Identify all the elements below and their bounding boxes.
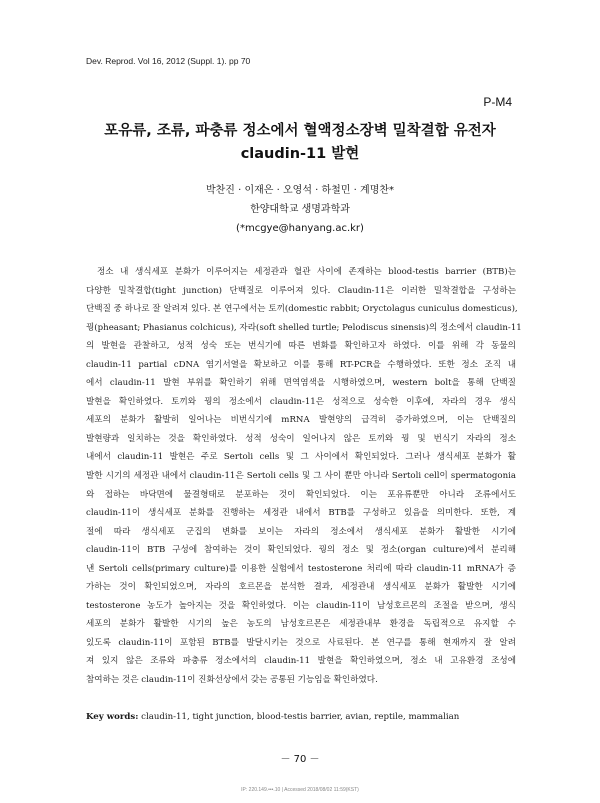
abstract-line: 에서 claudin-11 발현 부위를 확인하기 위해 면역염색을 시행하였으며, western bolt을 통해 단백질 [86, 378, 516, 389]
abstract-line: 다양한 밀착결합(tight junction) 단백질로 이루어져 있다. Claudin-11은 이러한 밀착결합을 구성하는 [86, 285, 516, 296]
paper-title [60, 120, 540, 166]
abstract-line: 정소 내 생식세포 분화가 이루어지는 세정관과 혈관 사이에 존재하는 blood-testis barrier (BTB)는 [97, 267, 516, 277]
abstract-line: claudin-11이 생식세포 분화를 진행하는 세정관 내에서 BTB를 구성하고 있음을 의미한다. 또한, 계 [86, 508, 516, 519]
poster-id: P-M4 [483, 95, 512, 109]
author-email: (*mcgye@hanyang.ac.kr) [236, 223, 364, 234]
abstract-line: 세포의 분화가 활발한 시기의 높은 농도의 남성호르몬은 세정관내부 환경을 독립적으로 유지할 수 [86, 619, 516, 630]
page-number: － 70 － [280, 754, 320, 765]
abstract-line: 발한 시기의 세정관 내에서 claudin-11은 Sertoli cells 및 그 사이 뿐만 아니라 Sertoli cell이 spermatogonia [86, 471, 516, 482]
access-footer: IP: 220.149.•••.10 | Accessed 2018/08/02 11:59(KST) [241, 787, 359, 793]
abstract-line: 내에서 claudin-11 발현은 주로 Sertoli cells 및 그 사이에서 확인되었다. 그러나 생식세포 분화가 활 [86, 452, 516, 463]
abstract-line: testosterone 농도가 높아지는 것을 확인하였다. 이는 claudin-11이 남성호르몬의 조절을 받으며, 생식 [86, 600, 516, 611]
abstract-line: claudin-11이 BTB 구성에 참여하는 것이 확인되었다. 꿩의 정소 및 정소(organ culture)에서 분리해 [86, 545, 516, 556]
abstract-line: 절에 따라 생식세포 군집의 변화를 보이는 자라의 정소에서 생식세포 분화가 활발한 시기에 [86, 526, 516, 537]
abstract-line: 낸 Sertoli cells(primary culture)를 이용한 실험에서 testosterone 처리에 따라 claudin-11 mRNA가 증 [86, 563, 516, 574]
abstract-line: 발현량과 일치하는 것을 확인하였다. 성적 성숙이 일어나지 않은 토끼와 꿩 및 번식기 자라의 정소 [86, 433, 516, 444]
abstract-line: 단백질 중 하나로 잘 알려져 있다. 본 연구에서는 토끼(domestic rabbit; Oryctolagus cuniculus domesticus), [86, 304, 518, 315]
abstract-line: 의 발현을 관찰하고, 성적 성숙 또는 번식기에 따른 변화를 확인하고자 하였다. 이를 위해 각 동물의 [86, 341, 516, 352]
title-line-2: claudin-11 발현 [240, 146, 360, 162]
keywords [86, 712, 526, 722]
title-line-1: 포유류, 조류, 파충류 정소에서 혈액정소장벽 밀착결합 유전자 [104, 123, 496, 139]
author-block [60, 181, 540, 238]
abstract-line: 가하는 것이 확인되었으며, 자라의 호르몬을 분석한 결과, 세정관내 생식세포 분화가 활발한 시기에 [86, 582, 516, 593]
abstract-line: 있도록 claudin-11이 포함된 BTB를 발달시키는 것으로 사료된다. 본 연구를 통해 현재까지 잘 알려 [86, 637, 516, 648]
abstract-line: 져 있지 않은 조류와 파충류 정소에서의 claudin-11 발현을 확인하였으며, 정소 내 고유환경 조성에 [86, 656, 516, 667]
running-header: Dev. Reprod. Vol 16, 2012 (Suppl. 1). pp 70 [86, 56, 251, 66]
keywords-text: claudin-11, tight junction, blood-testis barrier, avian, reptile, mammalian [138, 712, 460, 722]
abstract-line: claudin-11 partial cDNA 염기서열을 확보하고 이를 통해 RT-PCR을 수행하였다. 또한 정소 조직 내 [86, 359, 516, 370]
author-affiliation: 한양대학교 생명과학과 [250, 204, 350, 215]
abstract-line: 참여하는 것은 claudin-11이 진화선상에서 갖는 공통된 기능임을 확인하였다. [86, 675, 378, 686]
keywords-label: Key words: [86, 712, 139, 722]
abstract-line: 발현을 확인하였다. 토끼와 꿩의 정소에서 claudin-11은 성적으로 성숙한 이후에, 자라의 경우 생식 [86, 396, 516, 407]
abstract-line: 와 접하는 바닥면에 물결형태로 분포하는 것이 확인되었다. 이는 포유류뿐만 아니라 조류에서도 [86, 489, 516, 500]
author-names: 박찬진 · 이재은 · 오영석 · 하철민 · 계명찬* [205, 185, 395, 196]
abstract-line: 세포의 분화가 활발히 일어나는 비번식기에 mRNA 발현양의 급격히 증가하였으며, 이는 단백질의 [86, 415, 516, 426]
abstract-line: 꿩(pheasant; Phasianus colchicus), 자라(soft shelled turtle; Pelodiscus sinensis)의 정소에서 claudin-11 [86, 322, 522, 333]
abstract-body [86, 263, 522, 690]
